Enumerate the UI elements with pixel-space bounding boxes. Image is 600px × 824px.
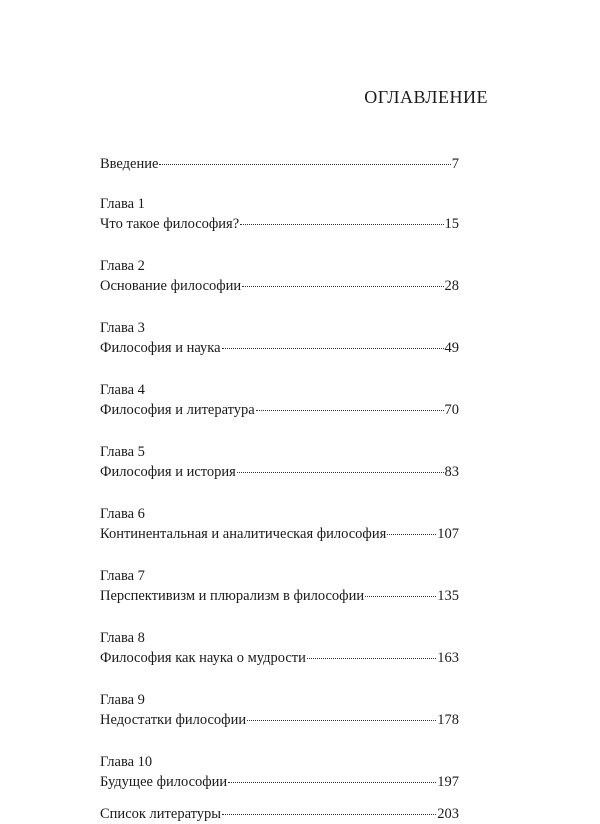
toc-entry-page: 107 <box>437 526 459 542</box>
toc-entry-chapter-8[interactable] <box>100 628 459 668</box>
toc-entry-chapter-9[interactable] <box>100 690 459 730</box>
toc-entry-title: Будущее философии <box>100 774 228 790</box>
dot-leader <box>256 410 444 411</box>
toc-entry-page: 197 <box>437 774 459 790</box>
dot-leader <box>228 782 436 783</box>
toc-entry-title: Что такое философия? <box>100 216 240 232</box>
toc-entry-page: 7 <box>451 156 459 172</box>
toc-entry-title: Философия и литература <box>100 402 255 418</box>
toc-entry-chapter-1[interactable] <box>100 194 459 234</box>
dot-leader <box>365 596 436 597</box>
toc-entry-chapter-3[interactable] <box>100 318 459 358</box>
toc-entry-page: 83 <box>444 464 459 480</box>
chapter-label: Глава 2 <box>100 258 145 274</box>
toc-entry-title: Недостатки философии <box>100 712 247 728</box>
toc-entry-page: 203 <box>437 806 459 822</box>
dot-leader <box>222 814 436 815</box>
dot-leader <box>247 720 436 721</box>
toc-entry-title: Перспективизм и плюрализм в философии <box>100 588 365 604</box>
toc-entry-title: Введение <box>100 156 159 172</box>
toc-entry-chapter-4[interactable] <box>100 380 459 420</box>
table-of-contents <box>100 154 459 824</box>
toc-entry-page: 70 <box>444 402 459 418</box>
toc-entry-title: Философия и наука <box>100 340 221 356</box>
dot-leader <box>242 286 443 287</box>
chapter-label: Глава 3 <box>100 320 145 336</box>
chapter-label: Глава 7 <box>100 568 145 584</box>
toc-entry-chapter-6[interactable] <box>100 504 459 544</box>
toc-entry-page: 28 <box>444 278 459 294</box>
toc-entry-title: Основание философии <box>100 278 242 294</box>
dot-leader <box>240 224 443 225</box>
chapter-label: Глава 5 <box>100 444 145 460</box>
chapter-label: Глава 4 <box>100 382 145 398</box>
toc-entry-title: Философия как наука о мудрости <box>100 650 306 666</box>
chapter-label: Глава 6 <box>100 506 145 522</box>
chapter-label: Глава 8 <box>100 630 145 646</box>
toc-entry-chapter-5[interactable] <box>100 442 459 482</box>
chapter-label: Глава 10 <box>100 754 153 770</box>
toc-entry-bibliography[interactable] <box>100 804 459 824</box>
chapter-label: Глава 1 <box>100 196 145 212</box>
toc-entry-intro[interactable] <box>100 154 459 174</box>
chapter-label: Глава 9 <box>100 692 145 708</box>
toc-entry-title: Список литературы <box>100 806 222 822</box>
toc-entry-page: 15 <box>444 216 459 232</box>
dot-leader <box>159 164 450 165</box>
toc-entry-chapter-7[interactable] <box>100 566 459 606</box>
dot-leader <box>307 658 436 659</box>
toc-entry-page: 163 <box>437 650 459 666</box>
page-title: ОГЛАВЛЕНИЕ <box>364 87 488 107</box>
toc-entry-page: 135 <box>437 588 459 604</box>
toc-entry-chapter-10[interactable] <box>100 752 459 792</box>
dot-leader <box>387 534 436 535</box>
toc-entry-page: 178 <box>437 712 459 728</box>
toc-entry-chapter-2[interactable] <box>100 256 459 296</box>
toc-entry-title: Философия и история <box>100 464 236 480</box>
dot-leader <box>222 348 444 349</box>
dot-leader <box>237 472 444 473</box>
toc-entry-title: Континентальная и аналитическая философия <box>100 526 387 542</box>
toc-entry-page: 49 <box>444 340 459 356</box>
